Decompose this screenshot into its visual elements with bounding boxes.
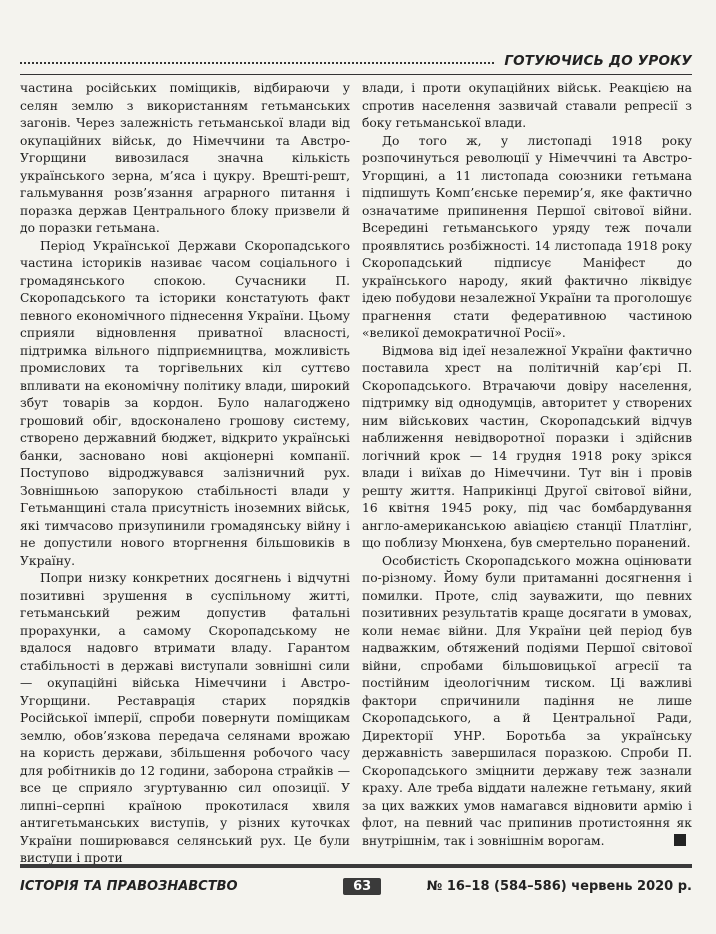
right-column [362, 80, 692, 848]
running-header [20, 50, 692, 72]
end-of-article-mark [674, 834, 686, 846]
paragraph: частина російських поміщиків, відбираючи у селян землю з використанням гетьманських загонів. Через залежність гетьманської влади від окупаційних військ, до Німеччини та Австро-Угорщини вивозилася значна кількість українського зерна, м’яса і цукру. Врешті-решт, гальмування розв’язання аграрного питання і поразка держав Центрального блоку призвели й до поразки гетьмана. [20, 81, 350, 235]
paragraph: Попри низку конкретних досягнень і відчутні позитивні зрушення в суспільному житті, гетьманський режим допустив фатальні прорахунки, а самому Скоропадському не вдалося надовго втримати владу. Гарантом стабільності в державі виступали зовнішні сили — окупаційні війська Німеччини і Австро-Угорщини. Реставрація старих порядків Російської імперії, спроби повернути поміщикам землю, обов’язкова передача селянами врожаю на користь держави, збільшення робочого часу для робітників до 12 години, заборона страйків — все це сприяло згуртуванню сил опозиції. У липні–серпні країною прокотилася хвиля антигетьманських виступів, у різних куточках України поширювався селянський рух. Це були виступи і проти [20, 571, 350, 865]
paragraph: влади, і проти окупаційних військ. Реакцією на спротив населення зазвичай ставали репресії з боку гетьманської влади. [362, 81, 692, 130]
section-title: ГОТУЮЧИСЬ ДО УРОКУ [504, 53, 692, 69]
paragraph: Відмова від ідеї незалежної України фактично поставила хрест на політичній кар’єрі П. Скоропадського. Втрачаючи довіру населення, підтримку від однодумців, авторитет у створених ним військових частин, Скоропадський відчув наближення невідворотної поразки і здійснив логічний крок — 14 грудня 1918 року зрікся влади і виїхав до Німеччини. Тут він і провів решту життя. Наприкінці Другої світової війни, 16 квітня 1945 року, під час бомбардування англо-американською авіацією станції Платлінг, що поблизу Мюнхена, був смертельно поранений. [362, 343, 692, 550]
issue-info: № 16–18 (584–586) червень 2020 р. [426, 878, 692, 894]
page-number: 63 [343, 878, 381, 895]
header-rule [20, 74, 692, 75]
header-dotted-rule [20, 62, 494, 64]
paragraph: Особистість Скоропадського можна оцінювати по-різному. Йому були притаманні досягнення і помилки. Проте, слід зауважити, що певних позитивних результатів краще досягати в умовах, коли немає війни. Для України цей період був надважким, обтяжений подіями Першої світової війни, спробами більшовицької агресії та постійним ідеологічним тиском. Ці важливі фактори спричинили падіння не лише Скоропадського, а й Центральної Ради, Директорії УНР. Боротьба за українську державність завершилася поразкою. Спроби П. Скоропадського зміцнити державу теж зазнали краху. Але треба віддати належне гетьману, який за цих важких умов намагався відновити армію і флот, на певний час припинив протистояння як внутрішнім, так і зовнішнім ворогам. [362, 553, 692, 848]
left-column [20, 80, 350, 865]
article-body [20, 80, 692, 865]
paragraph: До того ж, у листопаді 1918 року розпочинуться революції у Німеччині та Австро-Угорщині, а 11 листопада союзники гетьмана підпишуть Комп’єнське перемир’я, яке фактично означатиме припинення Першої світової війни. Всередині гетьманського уряду теж почали проявлятись розбіжності. 14 листопада 1918 року Скоропадський підписує Маніфест до українського народу, який фактично ліквідує ідею побудови незалежної України та проголошує прагнення стати федеративною частиною «великої демократичної Росії». [362, 133, 692, 340]
paragraph: Період Української Держави Скоропадського частина істориків називає часом соціального і громадянського спокою. Сучасники П. Скоропадського та історики констатують факт певного економічного піднесення України. Цьому сприяли відновлення приватної власності, підтримка вільного підприємництва, можливість промислових та торгівельних кіл суттєво впливати на економічну політику влади, широкий збут товарів за кордон. Було налагоджено грошовий обіг, вдосконалено грошову систему, створено державний бюджет, відкрито українські банки, засновано нові акціонерні компанії. Поступово відроджувався залізничний рух. Зовнішньою запорукою стабільності влади у Гетьманщині стала присутність іноземних військ, які тимчасово призупинили громадянську війну і не допустили нового вторгнення більшовиків в Україну. [20, 238, 350, 568]
journal-title: ІСТОРІЯ ТА ПРАВОЗНАВСТВО [20, 878, 238, 894]
page-footer [20, 864, 692, 898]
